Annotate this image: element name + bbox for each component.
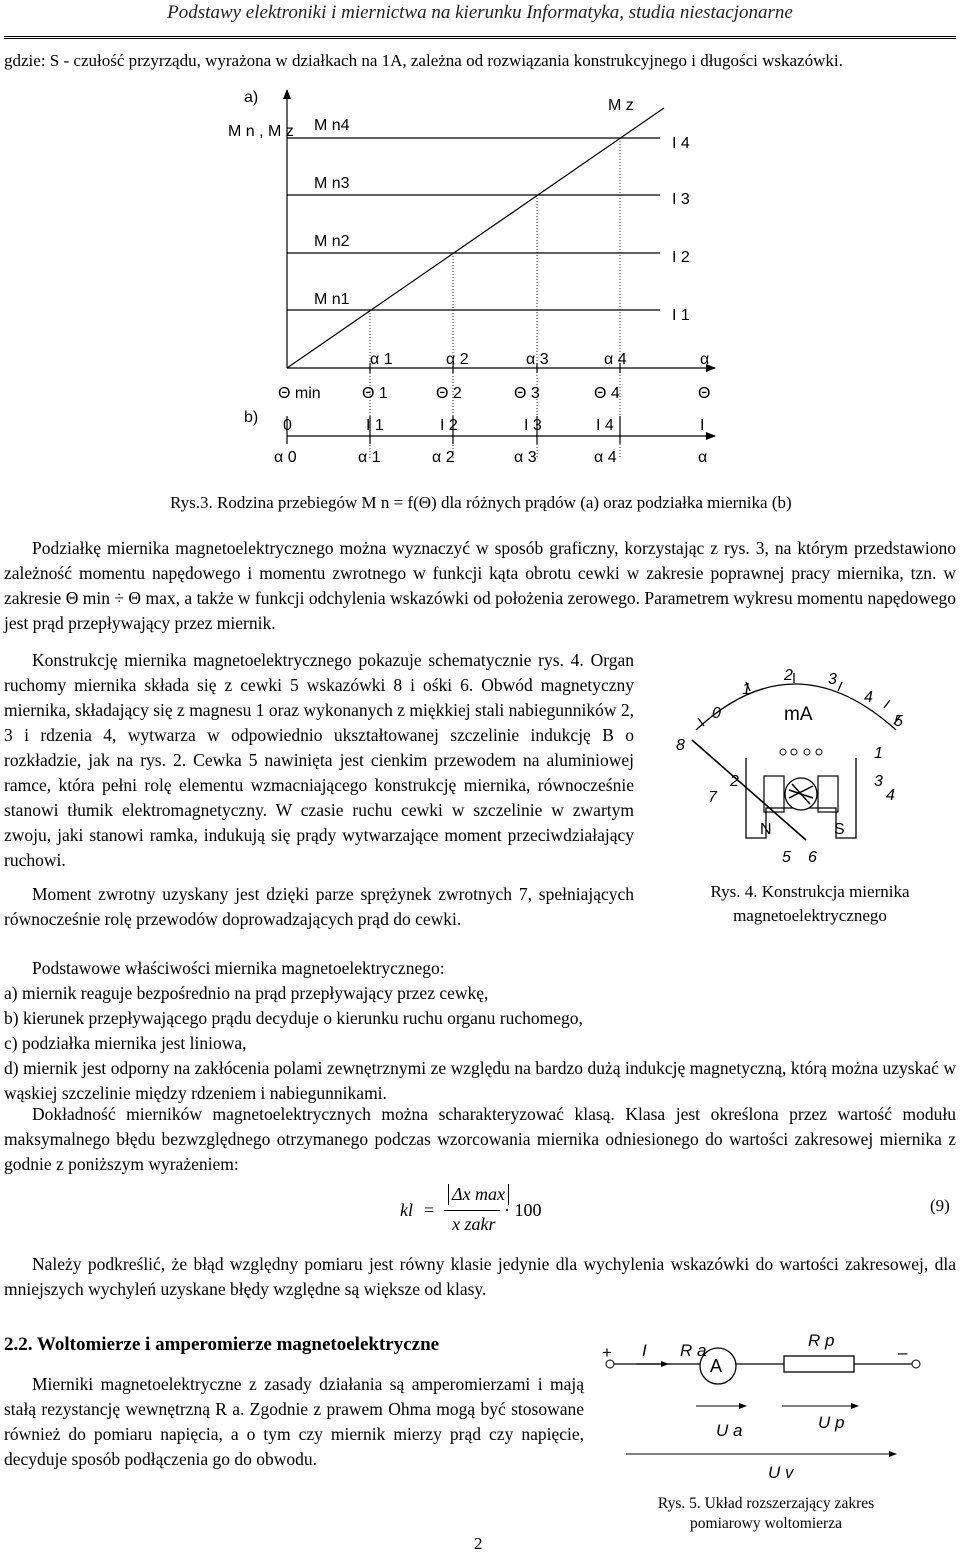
figure-5-caption-line1: Rys. 5. Układ rozszerzający zakres <box>657 1495 875 1512</box>
label-a: a) <box>244 89 259 106</box>
alpha-b-0: α 0 <box>274 449 297 466</box>
properties-title <box>4 956 956 981</box>
minus-terminal: – <box>898 1343 908 1362</box>
intro-text: gdzie: S - czułość przyrządu, wyrażona w działkach na 1A, zależna od rozwiązania konstrukcyjnego i długości wskazówki. <box>4 51 843 70</box>
scale-0: 0 <box>712 705 721 722</box>
figure-4-caption <box>664 880 956 928</box>
paragraph-4-text: Dokładność mierników magnetoelektrycznych można scharakteryzować klasą. Klasa jest określona przez wartość modułu maksymalnego błędu bezwzględnego otrzymanego podczas wzorcowania miernika odniesionego do wartości zakresowej miernika z godnie z poniższym wyrażeniem: <box>4 1104 956 1174</box>
part-7: 7 <box>708 789 717 806</box>
properties-title-text: Podstawowe właściwości miernika magnetoelektrycznego: <box>32 958 445 978</box>
paragraph-1-text: Podziałkę miernika magnetoelektrycznego można wyznaczyć w sposób graficzny, korzystając z rys. 3, na którym przedstawiono zależność momentu napędowego i momentu zwrotnego w funkcji kąta obrotu cewki w zakresie poprawnej pracy miernika, tzn. w zakresie Θ min ÷ Θ max, a także w funkcji odchylenia wskazówki od położenia zerowego. Parametrem wykresu momentu napędowego jest prąd przepływający przez miernik. <box>4 538 956 633</box>
part-5: 5 <box>782 849 791 866</box>
scale-i-4: I 4 <box>596 417 614 434</box>
i4-label: I 4 <box>672 135 690 152</box>
current-label: I <box>642 1341 647 1360</box>
figure-3-caption: Rys.3. Rodzina przebiegów M n = f(Θ) dla różnych prądów (a) oraz podziałka miernika (b) <box>170 493 792 512</box>
header-divider <box>4 36 956 39</box>
property-b: b) kierunek przepływającego prądu decyduje o kierunku ruchu organu ruchomego, <box>4 1008 583 1028</box>
figure-5-caption-line2: pomiarowy woltomierza <box>690 1515 842 1532</box>
scale-5: 5 <box>894 713 903 730</box>
alpha-a-1: α 1 <box>370 351 393 368</box>
formula-denominator: x zakr <box>452 1214 496 1234</box>
label-b: b) <box>244 409 259 426</box>
paragraph-2-text: Konstrukcję miernika magnetoelektrycznego pokazuje schematycznie rys. 4. Organ ruchomy miernika składa się z cewki 5 wskazówki 8 i ośki 6. Obwód magnetyczny miernika, składający się z magnesu 1 oraz wykonanych z miękkiej stali nabiegunników 2, 3 i rdzenia 4, wytwarza w odpowiednio ukształtowanej szczelinie indukcję B o rozkładzie, jak na rys. 2. Cewka 5 nawinięta jest cienkim przewodem na aluminiowej ramce, która pełni rolę elementu wzmacniającego konstrukcję miernika, równocześnie stanowi tłumik elektromagnetyczny. W czasie ruchu cewki w szczelinie w zwartym zwoju, jaki stanowi ramka, indukują się prądy wytwarzające moment przeciwdziałający ruchowi. <box>4 650 634 870</box>
alpha-a-3: α 3 <box>526 351 549 368</box>
ra-label: R a <box>680 1341 707 1360</box>
rp-label: R p <box>808 1331 835 1350</box>
formula-lhs: kl <box>400 1200 413 1220</box>
alpha-a-2: α 2 <box>446 351 469 368</box>
ua-label: U a <box>716 1421 743 1440</box>
alpha-b-4: α 4 <box>594 449 617 466</box>
theta-3: Θ 3 <box>514 385 540 402</box>
scale-i-0: 0 <box>283 417 292 434</box>
pole-n: N <box>760 821 772 838</box>
theta-2: Θ 2 <box>436 385 462 402</box>
mn4-label: M n4 <box>314 117 350 134</box>
formula <box>400 1184 600 1244</box>
up-label: U p <box>818 1413 845 1432</box>
scale-i-2: I 2 <box>440 417 458 434</box>
part-1: 1 <box>874 745 883 762</box>
scale-2: 2 <box>784 667 793 684</box>
paragraph-6-text: Mierniki magnetoelektryczne z zasady działania są amperomierzami i mają stałą rezystancję wewnętrzną R a. Zgodnie z prawem Ohma mogą być stosowane również do pomiaru napięcia, a o tym czy miernik mierzy prąd czy napięcie, decyduje sposób podłączenia go do obwodu. <box>4 1374 584 1469</box>
mn1-label: M n1 <box>314 291 350 308</box>
alpha-a-4: α 4 <box>604 351 627 368</box>
i1-label: I 1 <box>672 307 690 324</box>
formula-times: · 100 <box>504 1200 542 1220</box>
figure-4 <box>664 648 956 880</box>
figure-3 <box>0 78 960 488</box>
pole-s: S <box>834 821 845 838</box>
y-axis-label: M n , M z <box>228 123 294 140</box>
mn3-label: M n3 <box>314 175 350 192</box>
resistor-rp <box>784 1356 854 1372</box>
alpha-a-axis: α <box>700 351 710 368</box>
paragraph-5-text: Należy podkreślić, że błąd względny pomiaru jest równy klasie jedynie dla wychylenia wskazówki do wartości zakresowej, dla mniejszych wychyleń uzyskane błędy względne są większe od klasy. <box>4 1254 956 1299</box>
paragraph-1 <box>4 536 956 636</box>
mn2-label: M n2 <box>314 233 350 250</box>
figure-4-caption-line2: magnetoelektrycznego <box>733 906 887 925</box>
property-d: d) miernik jest odporny na zakłócenia polami zewnętrznymi ze względu na bardzo dużą indukcję magnetyczną, którą można uzyskać w wąskiej szczelinie między rdzeniem i nabiegunnikami. <box>4 1058 956 1103</box>
page-number: 2 <box>474 1534 483 1553</box>
theta-min: Θ min <box>278 385 321 402</box>
formula-eq: = <box>424 1200 435 1220</box>
section-title: 2.2. Woltomierze i amperomierze magnetoelektryczne <box>4 1334 440 1355</box>
part-8: 8 <box>676 737 685 754</box>
scale-i-axis: I <box>700 417 705 434</box>
scale-4: 4 <box>864 689 873 706</box>
part-6: 6 <box>808 849 817 866</box>
mz-label: M z <box>608 97 634 114</box>
paragraph-5 <box>4 1252 956 1302</box>
formula-number: (9) <box>930 1196 950 1215</box>
paragraph-4 <box>4 1102 956 1177</box>
scale-i-1: I 1 <box>366 417 384 434</box>
scale-3: 3 <box>828 671 837 688</box>
scale-i-3: I 3 <box>524 417 542 434</box>
uv-label: U v <box>768 1463 794 1482</box>
i3-label: I 3 <box>672 191 690 208</box>
plus-terminal: + <box>602 1343 612 1362</box>
unit-label: mA <box>784 704 813 725</box>
scale-1: 1 <box>742 681 751 698</box>
paragraph-3 <box>4 882 634 932</box>
figure-5 <box>596 1324 936 1490</box>
figure-4-caption-line1: Rys. 4. Konstrukcja miernika <box>710 882 910 901</box>
figure-5-caption <box>596 1494 936 1534</box>
alpha-b-2: α 2 <box>432 449 455 466</box>
part-3: 3 <box>874 773 883 790</box>
paragraph-2 <box>4 648 634 873</box>
property-c: c) podziałka miernika jest liniowa, <box>4 1033 247 1053</box>
property-a: a) miernik reaguje bezpośrednio na prąd przepływający przez cewkę, <box>4 983 489 1003</box>
theta-4: Θ 4 <box>594 385 620 402</box>
alpha-b-1: α 1 <box>358 449 381 466</box>
paragraph-6 <box>4 1372 584 1472</box>
alpha-b-axis: α <box>698 449 708 466</box>
page-header: Podstawy elektroniki i miernictwa na kierunku Informatyka, studia niestacjonarne <box>167 2 793 23</box>
theta-1: Θ 1 <box>362 385 388 402</box>
i2-label: I 2 <box>672 249 690 266</box>
formula-numerator: Δx max <box>448 1184 509 1205</box>
theta-axis: Θ <box>698 385 711 402</box>
paragraph-3-text: Moment zwrotny uzyskany jest dzięki parze sprężynek zwrotnych 7, spełniających równocześnie rolę przewodów doprowadzających prąd do cewki. <box>4 884 634 929</box>
part-4: 4 <box>886 787 895 804</box>
alpha-b-3: α 3 <box>514 449 537 466</box>
part-2: 2 <box>730 773 739 790</box>
ammeter-label: A <box>710 1356 723 1376</box>
